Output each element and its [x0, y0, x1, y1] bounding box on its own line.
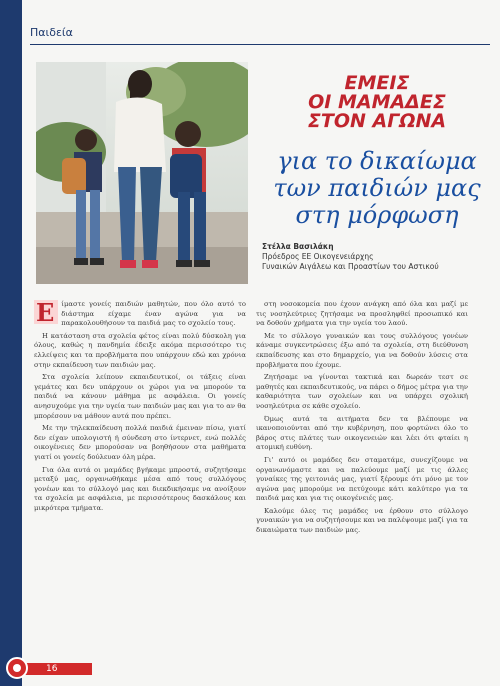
body-paragraph: Με το σύλλογο γυναικών και τους συλλόγους γονέων κάναμε συγκεντρώσεις έξω από τα σχολεία, στη διεύθυνση εκπαίδευσης και στο δημαρχείο, για να δοθούν λύσεις στα προβλήματα που έχουμε.: [256, 331, 468, 369]
body-paragraph: [34, 300, 246, 329]
headline-line: ΕΜΕΙΣ: [344, 72, 410, 94]
subhead-line: στη μόρφωση: [295, 201, 459, 229]
body-paragraph: Ζητήσαμε να γίνονται τακτικά και δωρεάν τεστ σε μαθητές και εκπαιδευτικούς, να πάρει ο δήμος μέτρα για την καθαριότητα των σχολείων και να υπάρχει σχολική νοσηλεύτρια σε κάθε σχολείο.: [256, 373, 468, 410]
body-paragraph: Γι' αυτό οι μαμάδες δεν σταματάμε, συνεχίζουμε να οργανωνόμαστε και να παλεύουμε μαζί με τις άλλες γυναίκες της γειτονιάς μας, γιατί ξέρουμε ότι μόνο με τον αγώνα μας μπορούμε να πετύχουμε κάτι καλύτερο για τα παιδιά μας και για τις οικογένειές μας.: [256, 455, 468, 503]
body-column-left: [34, 300, 246, 656]
article-subheading: [262, 148, 492, 229]
author-role: Πρόεδρος ΕΕ Οικογενειάρχης: [262, 252, 374, 261]
header-rule: [30, 44, 490, 45]
left-color-bar: [0, 0, 22, 686]
section-label: Παιδεία: [30, 26, 73, 39]
body-paragraph: Με την τηλεκπαίδευση πολλά παιδιά έμειναν πίσω, γιατί δεν είχαν υπολογιστή ή σύνδεση στο ίντερνετ, ενώ πολλές οικογένειες δεν μπορούσαν να βοηθήσουν στα μαθήματα γιατί οι γονείς δούλευαν όλη μέρα.: [34, 424, 246, 461]
author-affiliation: Γυναικών Αιγάλεω και Προαστίων του Αστικού: [262, 262, 439, 271]
body-paragraph: Καλούμε όλες τις μαμάδες να έρθουν στο σύλλογο γυναικών για να συζητήσουμε και να παλέψουμε μαζί για τα δικαιώματα των παιδιών μας.: [256, 506, 468, 535]
body-paragraph: Όμως αυτά τα αιτήματα δεν τα βλέπουμε να ικανοποιούνται από την κυβέρνηση, που φορτώνει όλο το βάρος στις πλάτες των οικογενειών και λέει ότι φταίει η ατομική ευθύνη.: [256, 414, 468, 452]
headline-line: ΣΤΟΝ ΑΓΩΝΑ: [307, 110, 447, 132]
page-number: 16: [46, 664, 58, 674]
mother-children-photo: [36, 62, 248, 284]
body-column-right: [256, 300, 468, 656]
headline-line: ΟΙ ΜΑΜΑΔΕΣ: [308, 91, 446, 113]
paragraph-text: ίμαστε γονείς παιδιών μαθητών, που όλο αυτό το διάστημα είχαμε έναν αγώνα για να παρακολουθήσουν τα παιδιά μας το σχολείο τους.: [61, 300, 246, 328]
subhead-line: των παιδιών μας: [273, 174, 481, 202]
author-byline: [262, 242, 492, 272]
subhead-line: για το δικαίωμα: [277, 147, 477, 175]
body-paragraph: Η κατάσταση στα σχολεία φέτος είναι πολύ δύσκολη για όλους, καθώς η πανδημία έδειξε ακόμα περισσότερο τις ελλείψεις και τα προβλήματα που υπάρχουν εδώ και χρόνια στην εκπαίδευση των παιδιών μας.: [34, 331, 246, 369]
article-headline: [262, 74, 492, 131]
body-paragraph: στη νοσοκομεία που έχουν ανάγκη από όλα και μαζί με τις νοσηλεύτριες ζητήσαμε να προσληφθεί προσωπικό και να δοθούν χρήματα για την υγεία του λαού.: [256, 300, 468, 328]
article-photo: [36, 62, 248, 284]
body-paragraph: Για όλα αυτά οι μαμάδες βγήκαμε μπροστά, συζητήσαμε μεταξύ μας, οργανωθήκαμε μέσα από τους συλλόγους γονέων και το σύλλογό μας και διεκδικήσαμε να ανοίξουν τα σχολεία με ασφάλεια, με περισσότερους δασκάλους και μικρότερα τμήματα.: [34, 465, 246, 512]
drop-cap: Ε: [34, 300, 58, 324]
author-name: Στέλλα Βασιλάκη: [262, 242, 334, 251]
magazine-logo-icon: [6, 657, 28, 679]
body-paragraph: Στα σχολεία λείπουν εκπαιδευτικοί, οι τάξεις είναι γεμάτες και δεν υπάρχουν οι χώροι για να μπορούν τα παιδιά να κάνουν μάθημα με ασφάλεια. Οι γονείς ανησυχούμε για την υγεία των παιδιών μας και για το αν θα μπορέσουν να μάθουν αυτά που πρέπει.: [34, 373, 246, 420]
